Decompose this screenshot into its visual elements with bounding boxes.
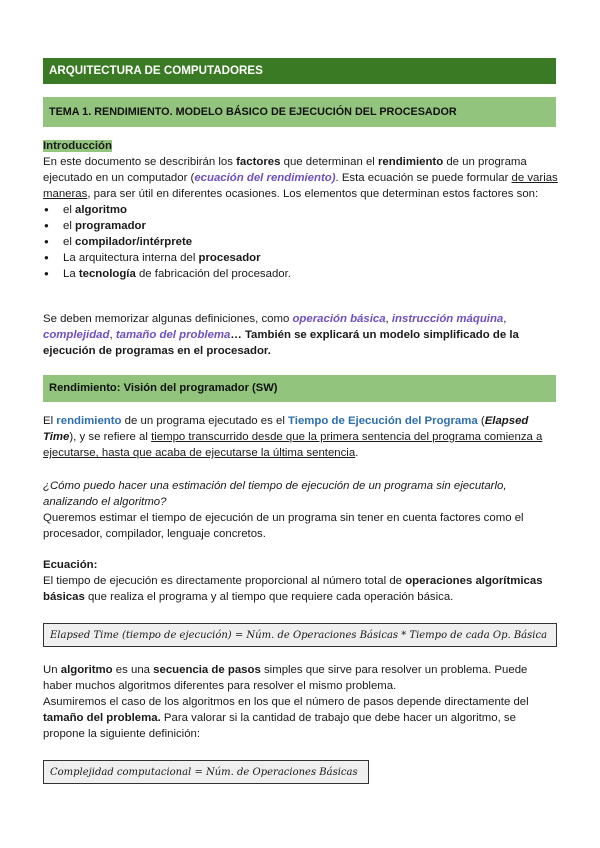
course-title-bar	[43, 58, 556, 84]
topic-title-bar	[43, 97, 556, 127]
performance-definition: El rendimiento de un programa ejecutado es el Tiempo de Ejecución del Programa (Elapsed Time), y se refiere al tiempo transcurrido desde que la primera sentencia del programa comienza a ejecutarse, hasta que acaba de ejecutarse la última sentencia.	[43, 415, 543, 459]
intro-paragraph: En este documento se describirán los factores que determinan el rendimiento de un programa ejecutado en un computador (ecuación del rendimiento). Esta ecuación se puede formular de varias maneras, para ser útil en diferentes ocasiones. Los elementos que determinan estos factores son:	[43, 156, 558, 200]
algorithm-definition: Un algoritmo es una secuencia de pasos simples que sirve para resolver un problema. Puede haber muchos algoritmos diferentes para resolver el mismo problema. Asumiremos el caso de los algoritmos en los que el número de pasos depende directamente del tamaño del problema. Para valorar si la cantidad de trabajo que debe hacer un algoritmo, se propone la siguiente definición:	[43, 664, 529, 740]
list-item: ● el compilador/intérprete	[63, 234, 558, 250]
intro-heading: Introducción	[43, 140, 112, 152]
equation-description: El tiempo de ejecución es directamente proporcional al número total de operaciones algorítmicas básicas que realiza el programa y al tiempo que requiere cada operación básica.	[43, 575, 543, 603]
factors-list	[43, 202, 558, 282]
section-title-bar	[43, 375, 556, 402]
section-title: Rendimiento: Visión del programador (SW)	[49, 382, 278, 394]
definitions-paragraph: Se deben memorizar algunas definiciones, como operación básica, instrucción máquina, complejidad, tamaño del problema… También se explicará un modelo simplificado de la ejecución de programas en el procesador.	[43, 313, 519, 357]
equation-heading: Ecuación:	[43, 559, 98, 571]
intro-section	[43, 138, 558, 282]
course-title: ARQUITECTURA DE COMPUTADORES	[49, 64, 263, 77]
topic-title: TEMA 1. RENDIMIENTO. MODELO BÁSICO DE EJECUCIÓN DEL PROCESADOR	[49, 106, 457, 118]
elapsed-time-equation: Elapsed Time (tiempo de ejecución) = Núm. de Operaciones Básicas * Tiempo de cada Op. Básica	[43, 623, 557, 647]
list-item: ● el programador	[63, 218, 558, 234]
question-text: ¿Cómo puedo hacer una estimación del tiempo de ejecución de un programa sin ejecutarlo, analizando el algoritmo?	[43, 480, 507, 508]
list-item: ● el algoritmo	[63, 202, 558, 218]
list-item: ● La arquitectura interna del procesador	[63, 250, 558, 266]
equation-block	[43, 557, 558, 605]
answer-text: Queremos estimar el tiempo de ejecución de un programa sin tener en cuenta factores como el procesador, compilador, lenguaje concretos.	[43, 512, 524, 540]
list-item: ● La tecnología de fabricación del procesador.	[63, 266, 558, 282]
question-block	[43, 478, 558, 542]
complexity-equation: Complejidad computacional = Núm. de Operaciones Básicas	[43, 760, 369, 784]
